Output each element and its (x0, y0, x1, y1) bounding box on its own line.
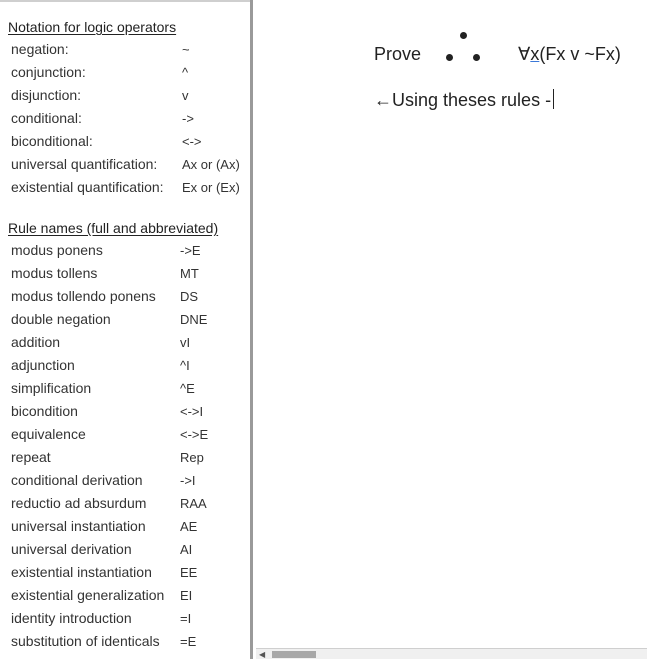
notation-name: conditional: (11, 110, 82, 126)
notation-symbol: -> (182, 111, 194, 126)
notation-name: conjunction: (11, 64, 86, 80)
prove-label: Prove (374, 44, 422, 64)
rule-name: addition (11, 334, 61, 350)
notation-symbol: ~ (182, 42, 190, 57)
rule-abbr: DNE (180, 312, 208, 327)
notation-title: Notation for logic operators (8, 19, 177, 35)
rule-abbr: DS (180, 289, 199, 304)
rule-name: adjunction (11, 357, 75, 373)
using-rules-note[interactable] (374, 89, 554, 111)
rule-abbr: vI (180, 335, 191, 350)
rule-abbr: =E (180, 634, 197, 649)
rule-abbr: ^E (180, 381, 195, 396)
notation-symbol: <-> (182, 134, 202, 149)
rule-name: conditional derivation (11, 472, 143, 488)
notation-name: negation: (11, 41, 69, 57)
rule-abbr: RAA (180, 496, 207, 511)
rule-name: reductio ad absurdum (11, 495, 147, 511)
rule-name: universal derivation (11, 541, 132, 557)
notation-name: existential quantification: (11, 179, 164, 195)
rule-abbr: EE (180, 565, 198, 580)
rule-name: substitution of identicals (11, 633, 160, 649)
horizontal-scrollbar[interactable] (256, 648, 647, 659)
rule-name: repeat (11, 449, 51, 465)
text-cursor (553, 89, 554, 109)
rule-name: modus tollens (11, 265, 98, 281)
notation-symbol: v (182, 88, 189, 103)
forall-symbol: ∀ (518, 44, 531, 64)
using-rules-text: ←Using theses rules - (374, 90, 552, 110)
rule-abbr: Rep (180, 450, 204, 465)
notation-name: universal quantification: (11, 156, 158, 172)
scrollbar-thumb[interactable] (272, 651, 316, 658)
rule-abbr: ->I (180, 473, 196, 488)
notation-name: disjunction: (11, 87, 82, 103)
rule-abbr: AE (180, 519, 198, 534)
rule-abbr: <->E (180, 427, 209, 442)
notation-symbol: Ex or (Ex) (182, 180, 240, 195)
rule-name: identity introduction (11, 610, 132, 626)
proof-formula[interactable] (518, 44, 621, 65)
rule-abbr: =I (180, 611, 192, 626)
notation-symbol: ^ (182, 65, 189, 80)
formula-variable: x (530, 44, 540, 64)
rule-name: equivalence (11, 426, 86, 442)
scroll-left-icon[interactable]: ◀ (259, 650, 266, 659)
rule-name: modus tollendo ponens (11, 288, 156, 304)
therefore-icon (444, 30, 484, 64)
rule-abbr: ^I (180, 358, 190, 373)
rule-name: double negation (11, 311, 111, 327)
rule-name: existential generalization (11, 587, 165, 603)
panel-top-border (0, 0, 250, 2)
notation-symbol: Ax or (Ax) (182, 157, 240, 172)
notation-name: biconditional: (11, 133, 93, 149)
rule-name: simplification (11, 380, 92, 396)
rule-abbr: ->E (180, 243, 201, 258)
rule-name: modus ponens (11, 242, 103, 258)
rules-title: Rule names (full and abbreviated) (8, 220, 219, 236)
rule-abbr: MT (180, 266, 199, 281)
rule-name: existential instantiation (11, 564, 152, 580)
rule-name: bicondition (11, 403, 78, 419)
rule-abbr: EI (180, 588, 193, 603)
rules-panel (0, 0, 253, 659)
rule-name: universal instantiation (11, 518, 146, 534)
formula-body: (Fx v ~Fx) (539, 44, 621, 64)
rule-abbr: <->I (180, 404, 204, 419)
rule-abbr: AI (180, 542, 193, 557)
